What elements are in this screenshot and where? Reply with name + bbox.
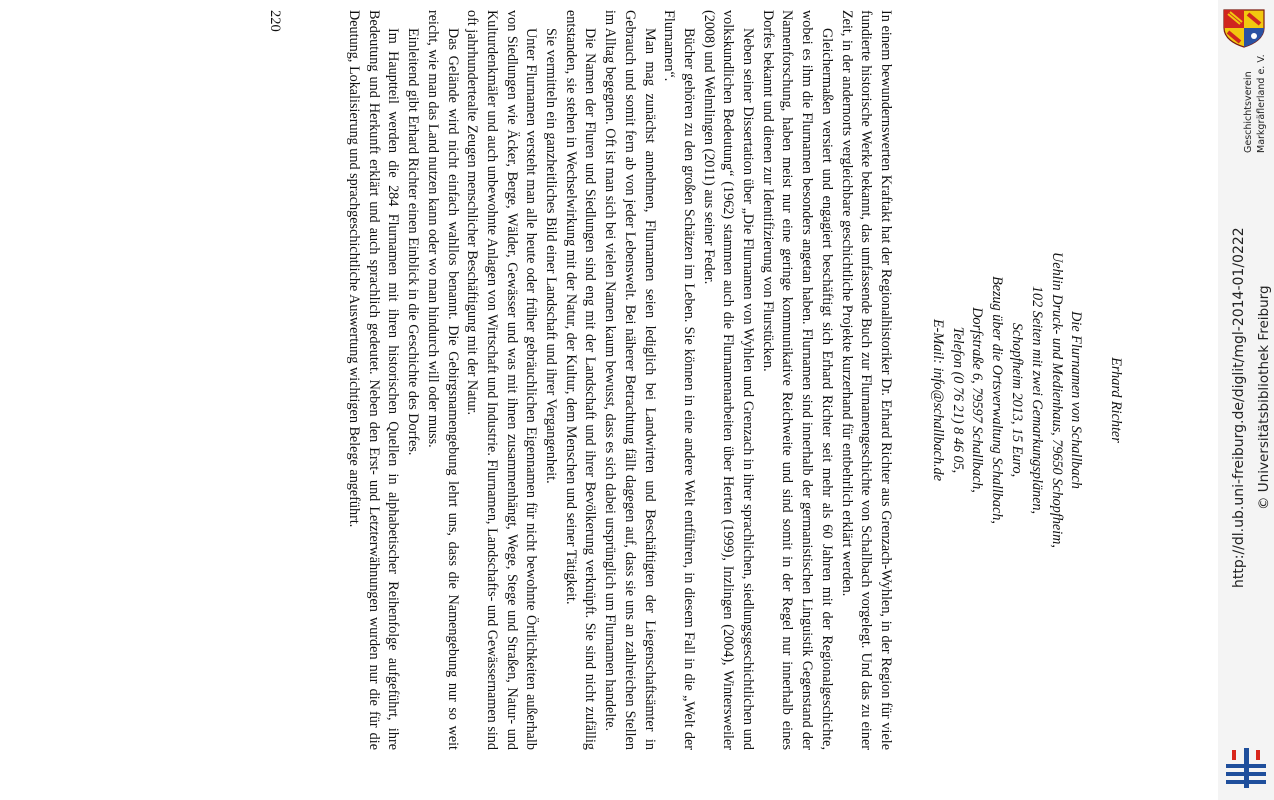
book-year-price: Schopfheim 2013, 15 Euro,	[1009, 322, 1026, 478]
paragraph: Gleichermaßen versiert und engagiert beschäftigt sich Erhard Richter seit mehr als 60 Jahren mit der Regionalgeschichte, wobei es ihm die Flurnamen besonders angetan haben. Flurnamen sind innerhalb der germanistischen Linguistik Gegenstand der Namenforschung, haben meist nur eine geringe kommunikative Reichweite und sind somit in der Regel nur innerhalb eines Dorfes bekannt und dienen zur Identifizierung von Flurstücken.	[759, 10, 835, 750]
paragraph: Das Gelände wird nicht einfach wahllos benannt. Die Gebirgsnamengebung lehrt uns, dass die Namengebung nur so weit reicht, wie man das Land nutzen kann oder wo man hindurch will oder muss.	[424, 10, 461, 750]
book-phone: Telefon (0 76 21) 8 46 05,	[949, 326, 966, 474]
book-pages: 102 Seiten mit zwei Gemarkungsplänen,	[1028, 285, 1045, 515]
publisher-name-line1: Geschichtsverein	[1243, 71, 1254, 153]
paragraph: Im Hauptteil werden die 284 Flurnamen mit ihren historischen Quellen in alphabetischer Reihenfolge aufgeführt, ihre Bedeutung und Herkunft erklärt und auch sprachlich gedeutet. Neben den Erst- und Letzterwähnungen wurden nur die für die Deutung, Lokalisierung und sprachgeschichtliche Auswertung wichtigen Belege angeführt.	[346, 10, 402, 750]
book-info	[927, 10, 1125, 790]
library-copyright: © Universitätsbibliothek Freiburg	[1256, 285, 1272, 510]
paragraph: Unter Flurnamen versteht man alle heute oder früher gebräuchlichen Eigennamen für nicht bewohnte Örtlichkeiten außerhalb von Siedlungen wie Äcker, Berge, Wälder, Gewässer und was mit ihnen zusammenhängt, Wege, Stege und Straßen, Natur- und Kulturdenkmäler und auch unbewohnte Anlagen von Wirtschaft und Industrie. Flurnamen, Landschafts- und Gewässernamen sind oft jahrhundertealte Zeugen menschlicher Beschäftigung mit der Natur.	[464, 10, 540, 750]
publisher-name-line2: Markgräflerland e. V.	[1256, 54, 1267, 153]
paragraph: Man mag zunächst annehmen, Flurnamen seien lediglich bei Landwirten und Beschäftigten der Liegenschaftsämter in Gebrauch und somit fern ab von jeder Lebenswelt. Bei näherer Betrachtung fällt dagegen auf, dass sie uns an zahlreichen Stellen im Alltag begegnen. Oft ist man sich bei vielen Namen kaum bewusst, dass es sich dabei ursprünglich um Flurnamen handelte.	[602, 10, 658, 750]
book-address: Dorfstraße 6, 79597 Schallbach,	[969, 307, 986, 493]
digital-library-url-link[interactable]: http://dl.ub.uni-freiburg.de/diglit/mgl-2014-01/0222	[1231, 227, 1247, 588]
paragraph: In einem bewundernswerten Kraftakt hat der Regionalhistoriker Dr. Erhard Richter aus Grenzach-Wyhlen, in der Region für viele fundierte historische Werke bekannt, das umfassende Buch zur Flurnamengeschichte von Schallbach vorgelegt. Und das zu einer Zeit, in der andernorts vergleichbare geschichtliche Projekte kurzerhand für entbehrlich erklärt werden.	[838, 10, 894, 750]
book-email: E-Mail: info@schallbach.de	[929, 319, 946, 481]
paragraph: Einleitend gibt Erhard Richter einen Einblick in die Geschichte des Dorfes.	[405, 28, 422, 456]
coat-of-arms-icon	[1222, 8, 1266, 48]
review-body	[343, 10, 895, 750]
paragraph: Die Namen der Fluren und Siedlungen sind eng mit der Landschaft und ihrer Bevölkerung verknüpft. Sie sind nicht zufällig entstanden, sie stehen in Wechselwirkung mit der Natur, der Kultur, dem Menschen und seiner Tätigkeit.	[562, 10, 599, 750]
university-library-logo-icon	[1224, 744, 1270, 790]
book-author: Erhard Richter	[1108, 357, 1124, 443]
paragraph: Sie vermitteln ein ganzheitliches Bild einer Landschaft und ihrer Vergangenheit.	[543, 28, 560, 484]
book-publisher: Uehlin Druck- und Medienhaus, 79650 Schopfheim,	[1048, 252, 1065, 548]
paragraph: Bücher gehören zu den großen Schätzen im Leben. Sie können in eine andere Welt entführen, in diesem Fall in die „Welt der Flurnamen“.	[661, 10, 697, 750]
page-number: 220	[267, 10, 283, 32]
book-source: Bezug über die Ortsverwaltung Schallbach,	[989, 276, 1006, 524]
book-title: Die Flurnamen von Schallbach	[1068, 311, 1085, 489]
paragraph: Neben seiner Dissertation über „Die Flurnamen von Wyhlen und Grenzach in ihrer sprachlichen, siedlungsgeschichtlichen und volkskundlichen Bedeutung“ (1962) stammen auch die Flurnamenarbeiten über Herten (1999), Inzlingen (2004), Wintersweiler (2008) und Welmlingen (2011) aus seiner Feder.	[700, 10, 757, 750]
rotated-page-content	[125, 10, 1125, 790]
